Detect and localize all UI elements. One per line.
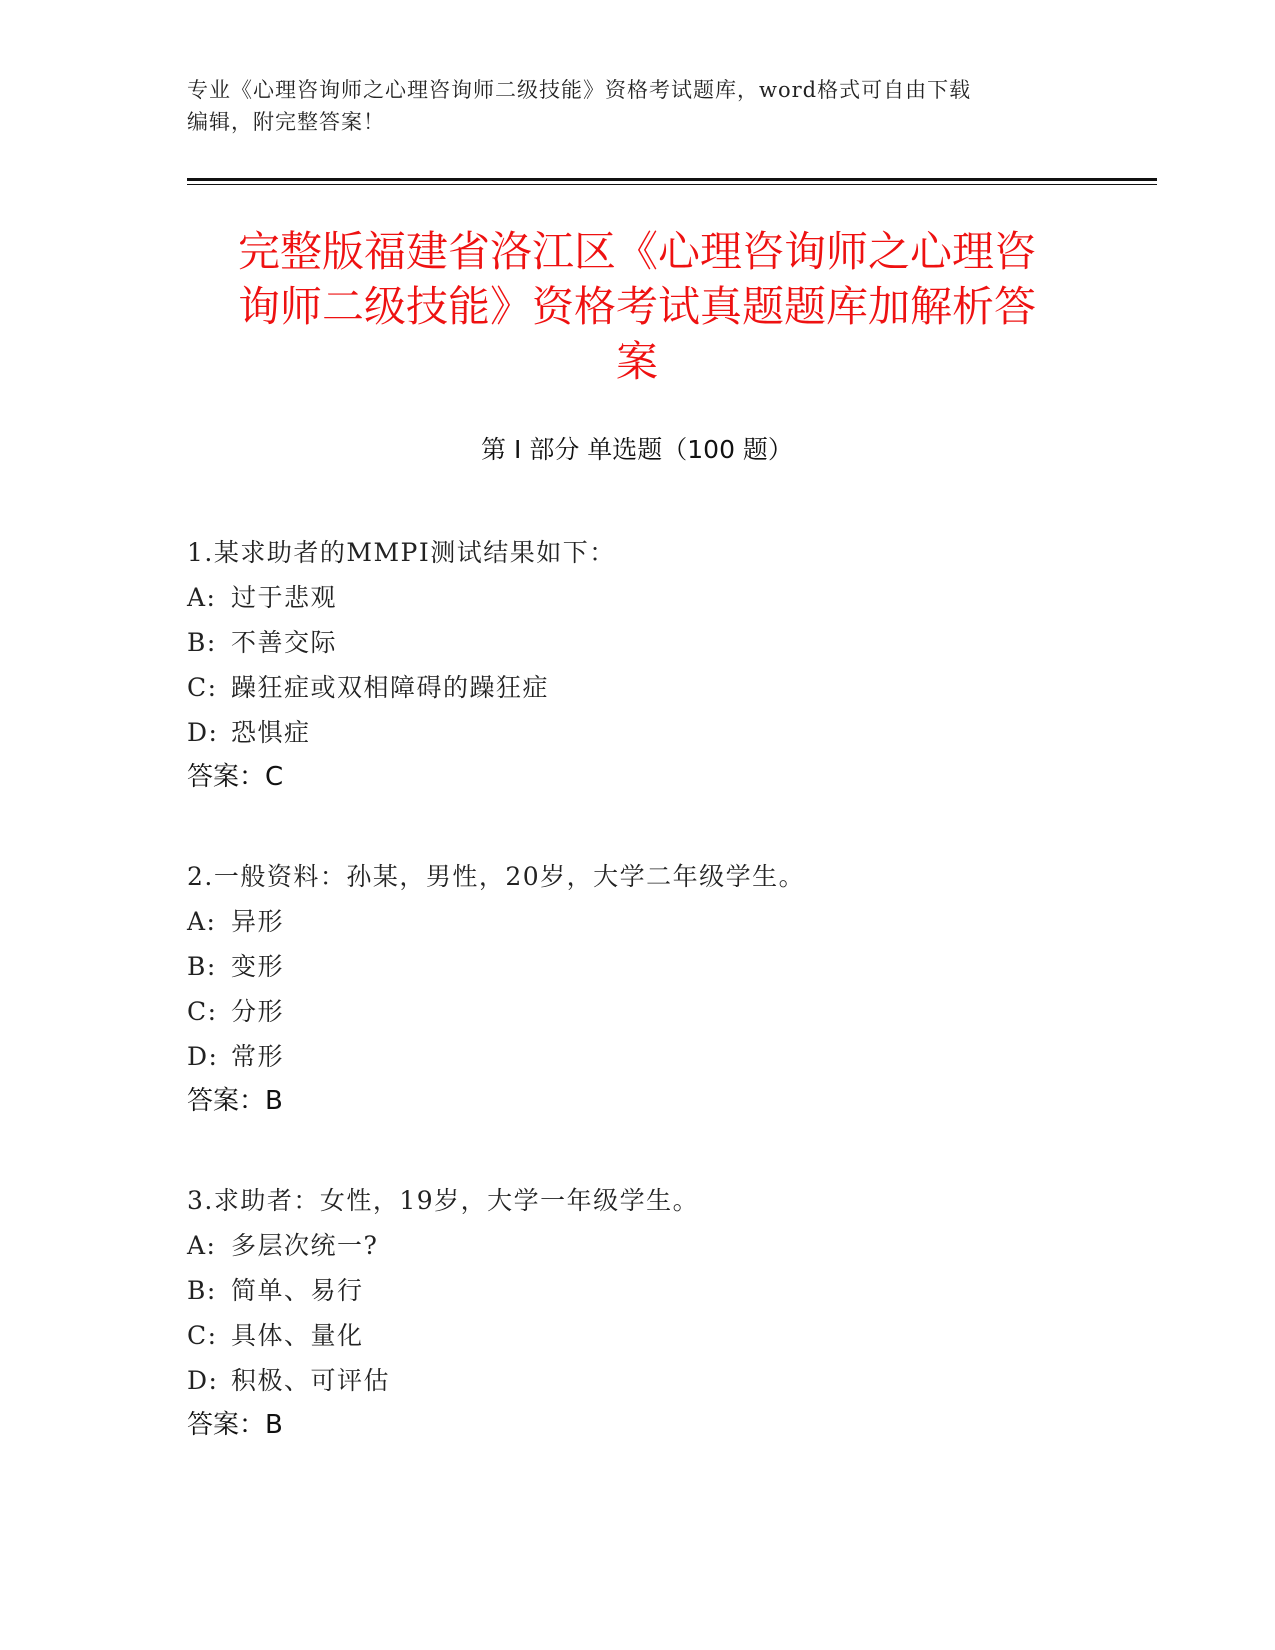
- option-letter: C:: [187, 673, 218, 702]
- option-text: 变形: [231, 952, 285, 981]
- option-d: [187, 1034, 1137, 1079]
- option-text: 过于悲观: [231, 583, 338, 612]
- option-text: 分形: [231, 997, 285, 1026]
- question-item: [187, 854, 1137, 1124]
- option-c: [187, 989, 1137, 1034]
- question-list: [187, 530, 1137, 1502]
- option-d: [187, 1358, 1137, 1403]
- option-letter: B:: [187, 1276, 217, 1305]
- header-note: [187, 74, 1087, 138]
- option-text: 具体、量化: [231, 1321, 364, 1350]
- question-item: [187, 1178, 1137, 1448]
- option-a: [187, 1223, 1137, 1268]
- option-letter: A:: [187, 907, 217, 936]
- option-a: [187, 899, 1137, 944]
- option-letter: D:: [187, 718, 219, 747]
- option-a: [187, 575, 1137, 620]
- option-text: 躁狂症或双相障碍的躁狂症: [231, 673, 550, 702]
- option-letter: C:: [187, 997, 218, 1026]
- option-b: [187, 944, 1137, 989]
- question-stem: 3.求助者：女性，19岁，大学一年级学生。: [187, 1186, 700, 1215]
- answer-line: 答案：C: [187, 762, 284, 792]
- question-stem: 2.一般资料：孙某，男性，20岁，大学二年级学生。: [187, 862, 806, 891]
- option-letter: D:: [187, 1042, 219, 1071]
- question-item: [187, 530, 1137, 800]
- option-letter: A:: [187, 1231, 217, 1260]
- option-letter: B:: [187, 952, 217, 981]
- option-letter: C:: [187, 1321, 218, 1350]
- document-title: [187, 224, 1087, 389]
- option-text: 常形: [231, 1042, 285, 1071]
- option-text: 积极、可评估: [231, 1366, 391, 1395]
- document-title-line-2: 询师二级技能》资格考试真题题库加解析答: [237, 282, 1036, 331]
- header-note-line-2: 编辑，附完整答案！: [187, 110, 385, 134]
- option-text: 不善交际: [231, 628, 338, 657]
- option-d: [187, 710, 1137, 755]
- header-note-line-1: 专业《心理咨询师之心理咨询师二级技能》资格考试题库，word格式可自由下载: [187, 78, 972, 102]
- answer-line: 答案：B: [187, 1410, 283, 1440]
- document-title-line-3: 案: [615, 337, 658, 386]
- answer-line: 答案：B: [187, 1086, 283, 1116]
- option-c: [187, 665, 1137, 710]
- header-divider-thick: [187, 178, 1157, 181]
- option-text: 异形: [231, 907, 285, 936]
- option-text: 多层次统一?: [231, 1231, 379, 1260]
- header-divider-thin: [187, 184, 1157, 185]
- option-text: 简单、易行: [231, 1276, 364, 1305]
- document-title-line-1: 完整版福建省洛江区《心理咨询师之心理咨: [237, 227, 1036, 276]
- option-c: [187, 1313, 1137, 1358]
- option-letter: B:: [187, 628, 217, 657]
- option-letter: A:: [187, 583, 217, 612]
- option-letter: D:: [187, 1366, 219, 1395]
- option-text: 恐惧症: [231, 718, 311, 747]
- option-b: [187, 1268, 1137, 1313]
- section-heading: 第 I 部分 单选题（100 题）: [481, 435, 793, 464]
- option-b: [187, 620, 1137, 665]
- question-stem: 1.某求助者的MMPI测试结果如下：: [187, 538, 616, 567]
